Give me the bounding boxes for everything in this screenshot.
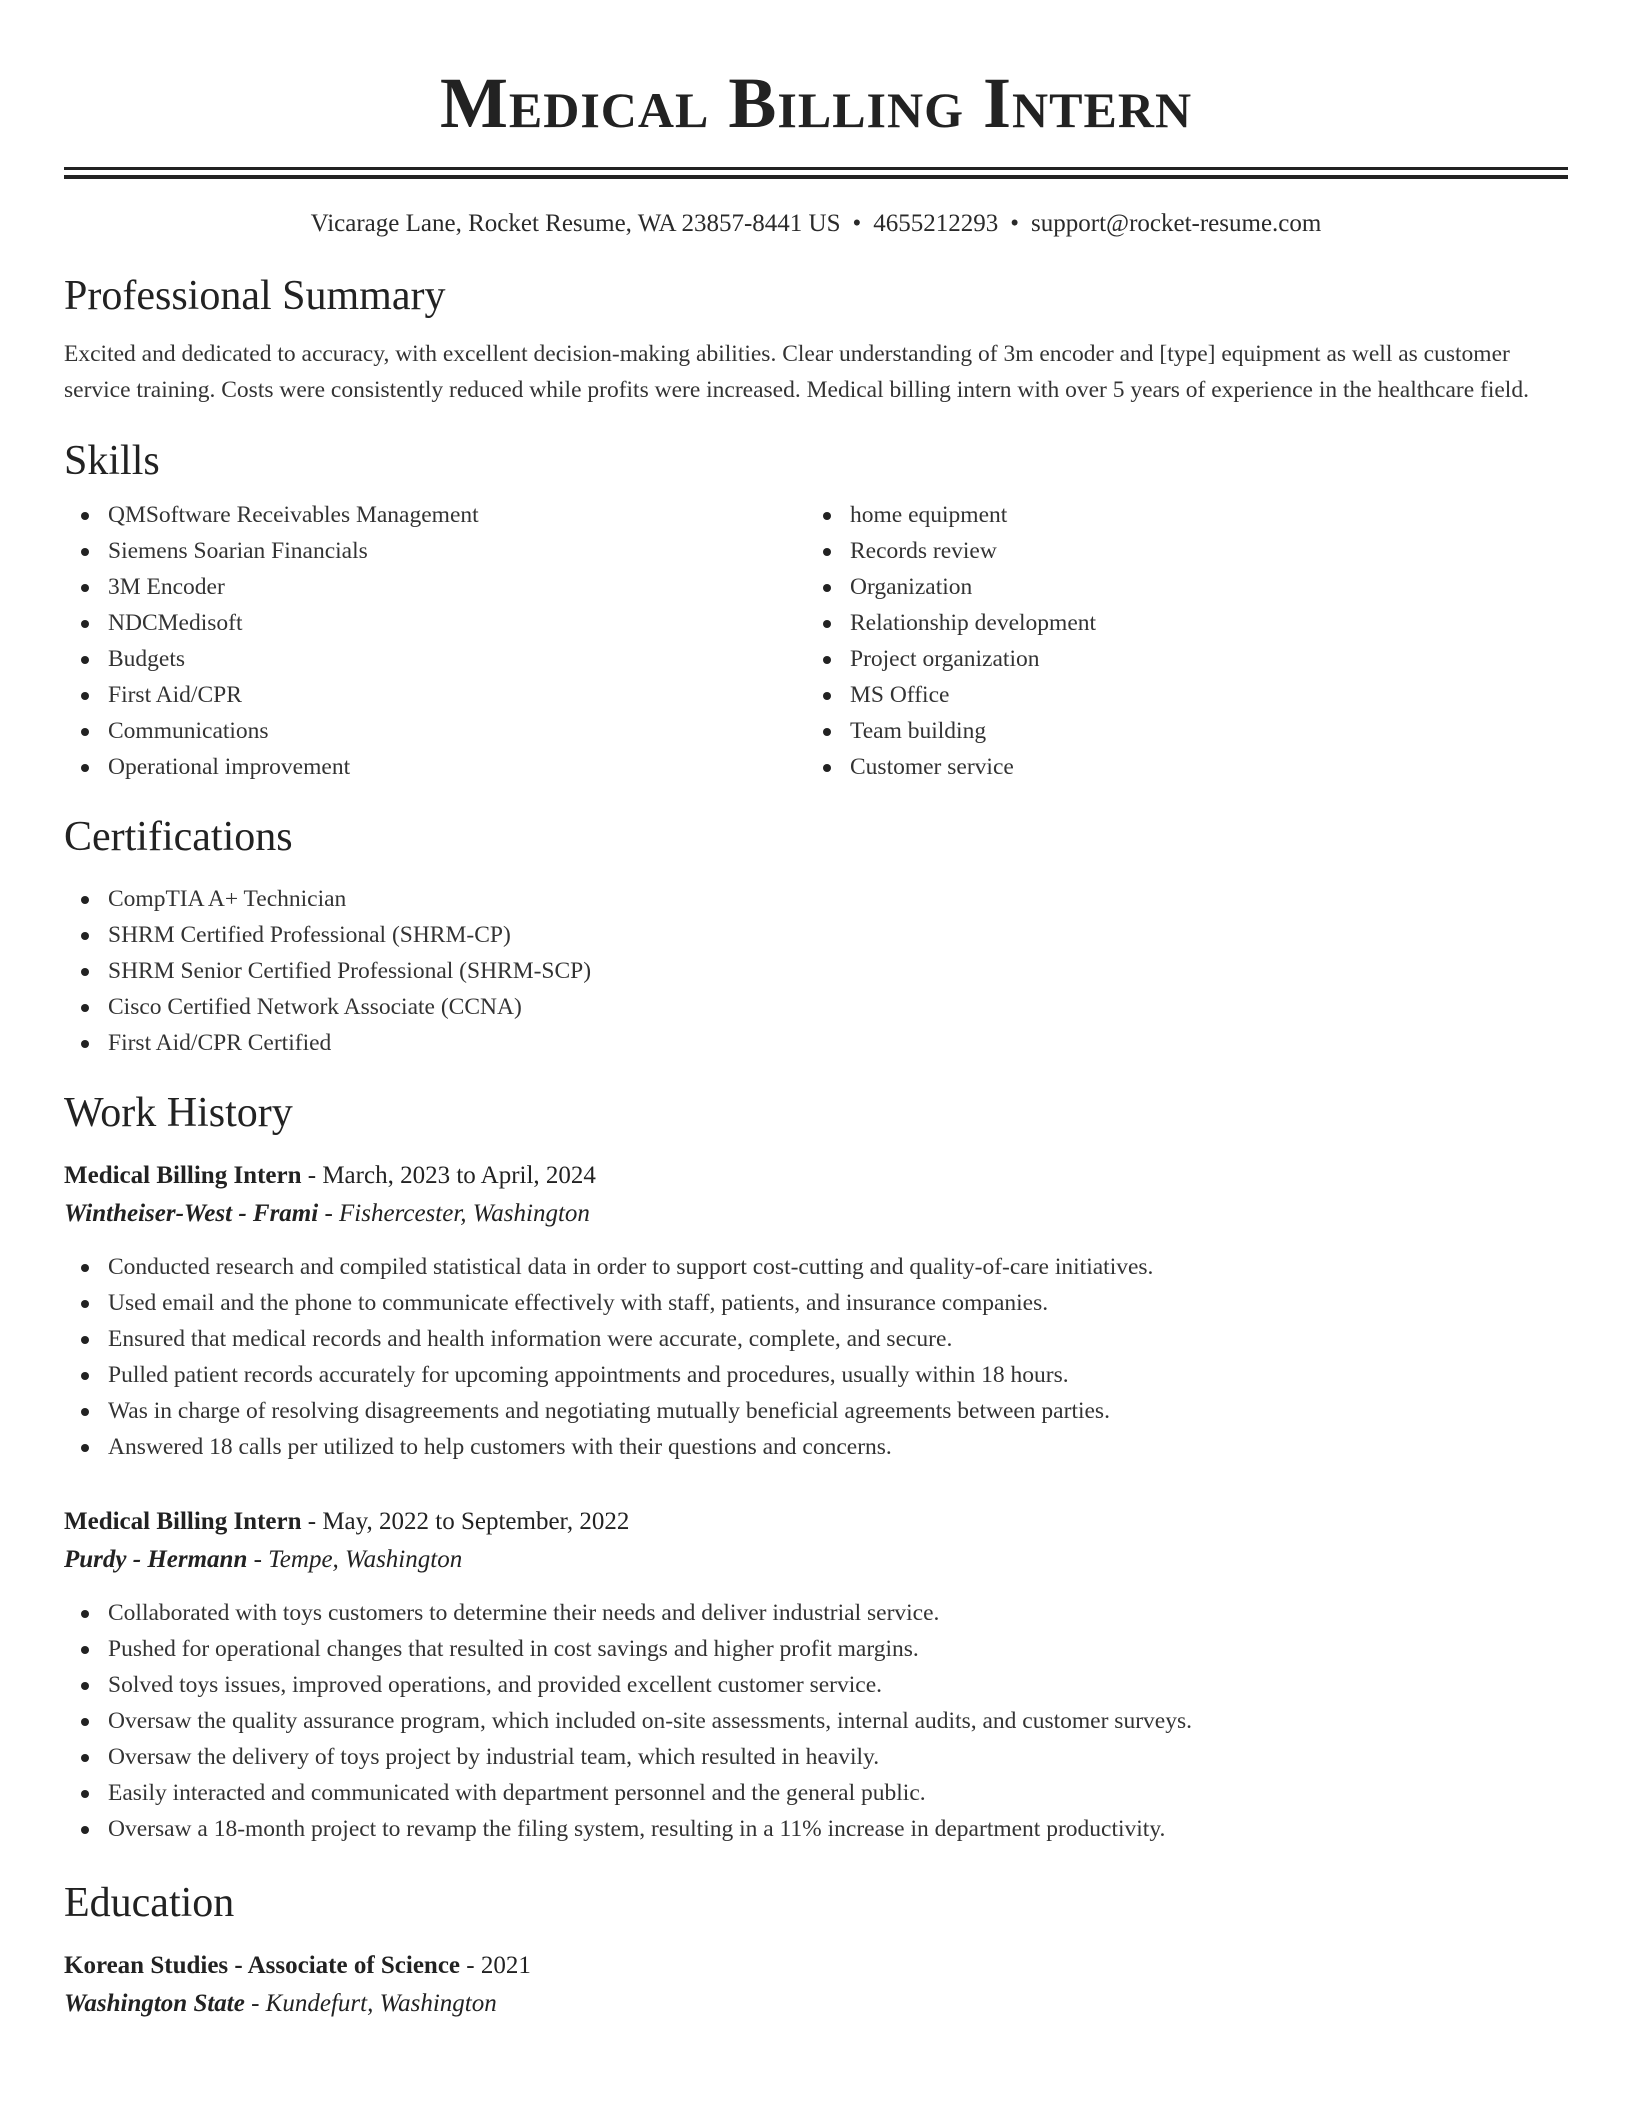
job-bullet: Oversaw a 18-month project to revamp the filing system, resulting in a 11% increase in department productivity. xyxy=(64,1811,1568,1847)
skill-item: First Aid/CPR xyxy=(64,677,806,713)
job-title: Medical Billing Intern xyxy=(64,1508,302,1535)
job-company-line xyxy=(64,1541,1568,1579)
education-degree: Korean Studies - Associate of Science xyxy=(64,1952,461,1979)
skill-item: Records review xyxy=(806,533,1548,569)
certifications-list xyxy=(64,881,1568,1061)
job-company: Purdy - Hermann xyxy=(64,1546,248,1573)
contact-separator: • xyxy=(852,210,862,237)
job-location: - Fishercester, Washington xyxy=(318,1200,590,1227)
skill-item: Operational improvement xyxy=(64,749,806,785)
contact-separator: • xyxy=(1010,210,1020,237)
job-entry xyxy=(64,1503,1568,1847)
job-dates: - March, 2023 to April, 2024 xyxy=(301,1162,596,1189)
skill-item: Communications xyxy=(64,713,806,749)
certification-item: SHRM Senior Certified Professional (SHRM-SCP) xyxy=(64,953,1568,989)
job-title-line xyxy=(64,1503,1568,1541)
skill-item: Siemens Soarian Financials xyxy=(64,533,806,569)
certification-item: SHRM Certified Professional (SHRM-CP) xyxy=(64,917,1568,953)
resume-page xyxy=(64,0,1568,2023)
skill-item: 3M Encoder xyxy=(64,569,806,605)
job-bullet: Oversaw the quality assurance program, which included on-site assessments, internal audits, and customer surveys. xyxy=(64,1703,1568,1739)
education-year: - 2021 xyxy=(460,1952,531,1979)
resume-title: Medical Billing Intern xyxy=(439,63,1193,143)
summary-text: Excited and dedicated to accuracy, with excellent decision-making abilities. Clear understanding of 3m encoder and [type] equipment as well as customer service training. Costs were consistently reduced while profits were increased. Medical billing intern with over 5 years of experience in the healthcare field. xyxy=(64,341,1529,403)
education-entry xyxy=(64,1947,1568,2023)
education-school-line xyxy=(64,1985,1568,2023)
skill-item: Relationship development xyxy=(806,605,1548,641)
job-title-line xyxy=(64,1157,1568,1195)
job-dates: - May, 2022 to September, 2022 xyxy=(301,1508,630,1535)
work-history-heading: Work History xyxy=(64,1090,293,1136)
skill-item: Team building xyxy=(806,713,1548,749)
job-title: Medical Billing Intern xyxy=(64,1162,302,1189)
job-bullet: Used email and the phone to communicate effectively with staff, patients, and insurance companies. xyxy=(64,1285,1568,1321)
certification-item: Cisco Certified Network Associate (CCNA) xyxy=(64,989,1568,1025)
job-bullet: Conducted research and compiled statistical data in order to support cost-cutting and quality-of-care initiatives. xyxy=(64,1249,1568,1285)
title-divider xyxy=(64,167,1568,179)
certifications-heading: Certifications xyxy=(64,814,293,860)
skill-item: QMSoftware Receivables Management xyxy=(64,497,806,533)
contact-phone: 4655212293 xyxy=(873,210,999,237)
job-bullet: Solved toys issues, improved operations, and provided excellent customer service. xyxy=(64,1667,1568,1703)
job-bullet: Oversaw the delivery of toys project by industrial team, which resulted in heavily. xyxy=(64,1739,1568,1775)
skill-item: Project organization xyxy=(806,641,1548,677)
job-company-line xyxy=(64,1195,1568,1233)
job-bullet: Easily interacted and communicated with department personnel and the general public. xyxy=(64,1775,1568,1811)
education-location: - Kundefurt, Washington xyxy=(244,1990,497,2017)
skill-item: Organization xyxy=(806,569,1548,605)
contact-email: support@rocket-resume.com xyxy=(1031,210,1322,237)
job-bullets xyxy=(64,1249,1568,1465)
skill-item: Budgets xyxy=(64,641,806,677)
education-heading: Education xyxy=(64,1880,235,1926)
job-bullet: Pulled patient records accurately for upcoming appointments and procedures, usually within 18 hours. xyxy=(64,1357,1568,1393)
education-school: Washington State xyxy=(64,1990,245,2017)
job-bullet: Collaborated with toys customers to determine their needs and deliver industrial service. xyxy=(64,1595,1568,1631)
certification-item: CompTIA A+ Technician xyxy=(64,881,1568,917)
summary-heading: Professional Summary xyxy=(64,273,446,319)
job-bullet: Answered 18 calls per utilized to help customers with their questions and concerns. xyxy=(64,1429,1568,1465)
skill-item: NDCMedisoft xyxy=(64,605,806,641)
skill-item: home equipment xyxy=(806,497,1548,533)
education-degree-line xyxy=(64,1947,1568,1985)
job-bullet: Pushed for operational changes that resulted in cost savings and higher profit margins. xyxy=(64,1631,1568,1667)
skill-item: MS Office xyxy=(806,677,1548,713)
job-location: - Tempe, Washington xyxy=(247,1546,463,1573)
certification-item: First Aid/CPR Certified xyxy=(64,1025,1568,1061)
job-company: Wintheiser-West - Frami xyxy=(64,1200,319,1227)
job-bullets xyxy=(64,1595,1568,1847)
skills-list-right xyxy=(806,497,1548,785)
skills-heading: Skills xyxy=(64,438,160,484)
contact-line xyxy=(64,209,1568,239)
skill-item: Customer service xyxy=(806,749,1548,785)
job-entry xyxy=(64,1157,1568,1465)
contact-address: Vicarage Lane, Rocket Resume, WA 23857-8441 US xyxy=(310,210,841,237)
job-bullet: Ensured that medical records and health information were accurate, complete, and secure. xyxy=(64,1321,1568,1357)
skills-list-left xyxy=(64,497,806,785)
job-bullet: Was in charge of resolving disagreements and negotiating mutually beneficial agreements between parties. xyxy=(64,1393,1568,1429)
skills-grid xyxy=(64,497,1568,785)
